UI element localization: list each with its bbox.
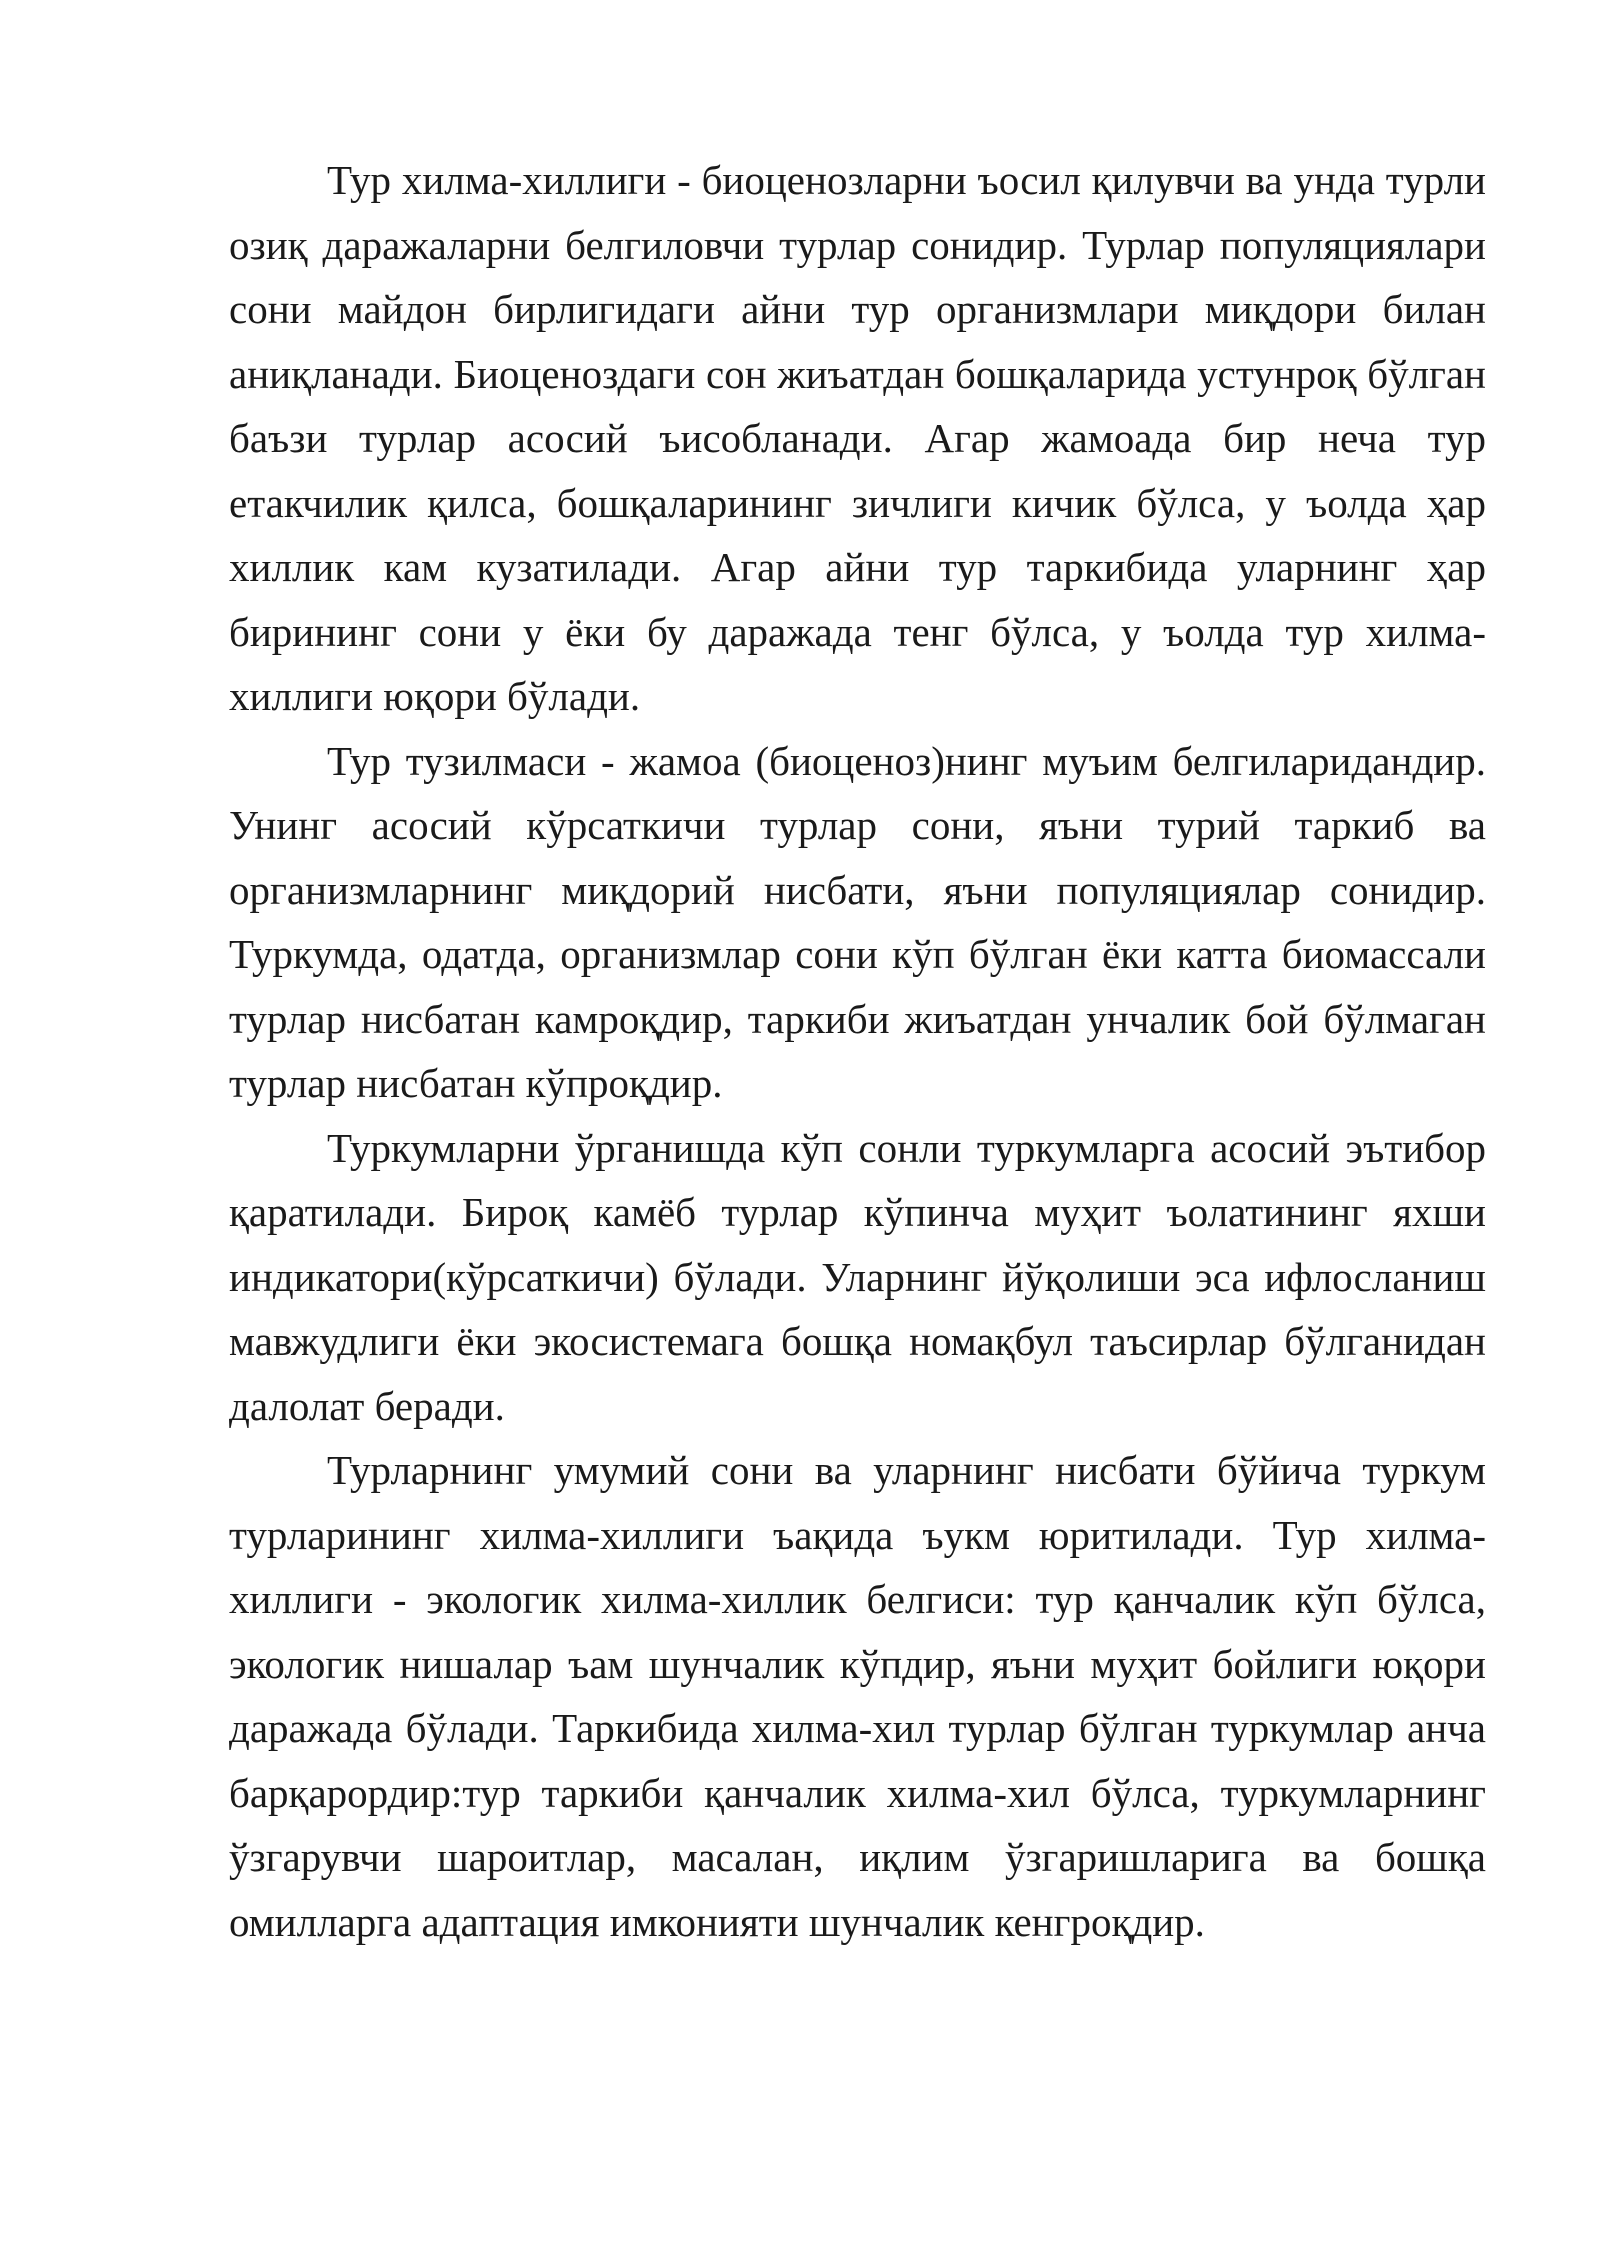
document-body [229,148,1486,1954]
paragraph-species-structure: Тур тузилмаси - жамоа (биоценоз)нинг муъим белгиларидандир. Унинг асосий кўрсаткичи турлар сони, яъни турий таркиб ва организмларнинг миқдорий нисбати, яъни популяциялар сонидир. Туркумда, одатда, организмлар сони кўп бўлган ёки катта биомассали турлар нисбатан камроқдир, таркиби жиъатдан унчалик бой бўлмаган турлар нисбатан кўпроқдир. [229,737,1486,1106]
paragraph-diversity-stability: Турларнинг умумий сони ва уларнинг нисбати бўйича туркум турларининг хилма-хиллиги ъақида ъукм юритилади. Тур хилма-хиллиги - экологик хилма-хиллик белгиси: тур қанчалик кўп бўлса, экологик нишалар ъам шунчалик кўпдир, яъни муҳит бойлиги юқори даражада бўлади. Таркибида хилма-хил турлар бўлган туркумлар анча барқарордир:тур таркиби қанчалик хилма-хил бўлса, туркумларнинг ўзгарувчи шароитлар, масалан, иқлим ўзгаришларига ва бошқа омилларга адаптация имконияти шунчалик кенгроқдир. [229,1447,1486,1945]
paragraph-species-diversity: Тур хилма-хиллиги - биоценозларни ъосил қилувчи ва унда турли озиқ даражаларни белгиловчи турлар сонидир. Турлар популяциялари сони майдон бирлигидаги айни тур организмлари миқдори билан аниқланади. Биоценоздаги сон жиъатдан бошқаларида устунроқ бўлган баъзи турлар асосий ъисобланади. Агар жамоада бир неча тур етакчилик қилса, бошқаларининг зичлиги кичик бўлса, у ъолда ҳар хиллик кам кузатилади. Агар айни тур таркибида уларнинг ҳар бирининг сони у ёки бу даражада тенг бўлса, у ъолда тур хилма-хиллиги юқори бўлади. [229,157,1486,719]
paragraph-community-study: Туркумларни ўрганишда кўп сонли туркумларга асосий эътибор қаратилади. Бироқ камёб турлар кўпинча муҳит ъолатининг яхши индикатори(кўрсаткичи) бўлади. Уларнинг йўқолиши эса ифлосланиш мавжудлиги ёки экосистемага бошқа номақбул таъсирлар бўлганидан далолат беради. [229,1124,1486,1429]
